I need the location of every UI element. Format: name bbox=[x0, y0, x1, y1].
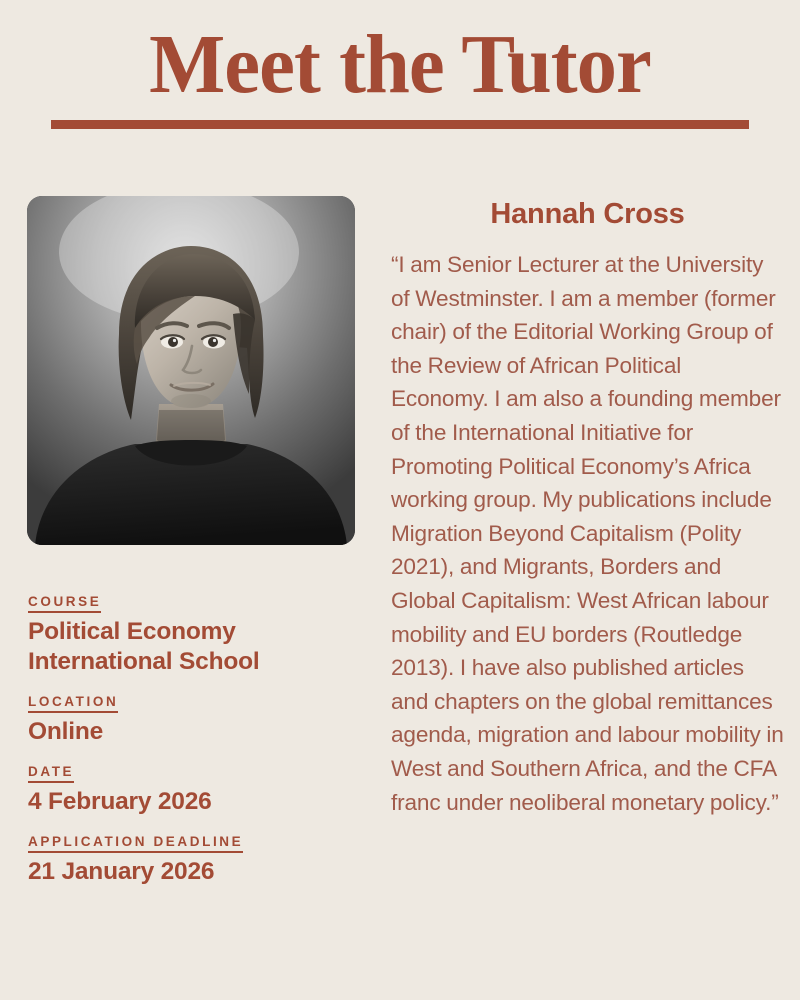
detail-label-application-deadline: APPLICATION DEADLINE bbox=[28, 834, 243, 853]
tutor-bio-quote: “I am Senior Lecturer at the University of Westminster. I am a member (former chair) of the Editorial Working Group of the Review of African Political Economy. I am also a founding member of the International Initiative for Promoting Political Economy’s Africa working group. My publications include Migration Beyond Capitalism (Polity 2021), and Migrants, Borders and Global Capitalism: West African labour mobility and EU borders (Routledge 2013). I have also published articles and chapters on the global remittances agenda, migration and labour mobility in West and Southern Africa, and the CFA franc under neoliberal monetary policy.” bbox=[391, 252, 784, 815]
page-title: Meet the Tutor bbox=[149, 18, 651, 111]
detail-label-date: DATE bbox=[28, 764, 74, 783]
title-underline-rule bbox=[51, 120, 749, 129]
portrait-photo-icon bbox=[27, 196, 355, 545]
detail-group-date bbox=[28, 763, 357, 817]
detail-label-location: LOCATION bbox=[28, 694, 118, 713]
right-column bbox=[391, 196, 784, 819]
detail-label-course: COURSE bbox=[28, 594, 101, 613]
tutor-name: Hannah Cross bbox=[490, 198, 685, 230]
tutor-portrait-photo bbox=[27, 196, 355, 545]
detail-value-application-deadline: 21 January 2026 bbox=[28, 858, 215, 885]
detail-group-application-deadline bbox=[28, 833, 357, 887]
title-block bbox=[0, 18, 800, 129]
left-column bbox=[27, 196, 357, 887]
detail-value-date: 4 February 2026 bbox=[28, 788, 212, 815]
detail-group-location bbox=[28, 693, 357, 747]
detail-value-course: Political Economy International School bbox=[28, 618, 260, 675]
detail-group-course bbox=[28, 593, 357, 677]
course-details-list bbox=[27, 593, 357, 887]
detail-value-location: Online bbox=[28, 718, 104, 745]
